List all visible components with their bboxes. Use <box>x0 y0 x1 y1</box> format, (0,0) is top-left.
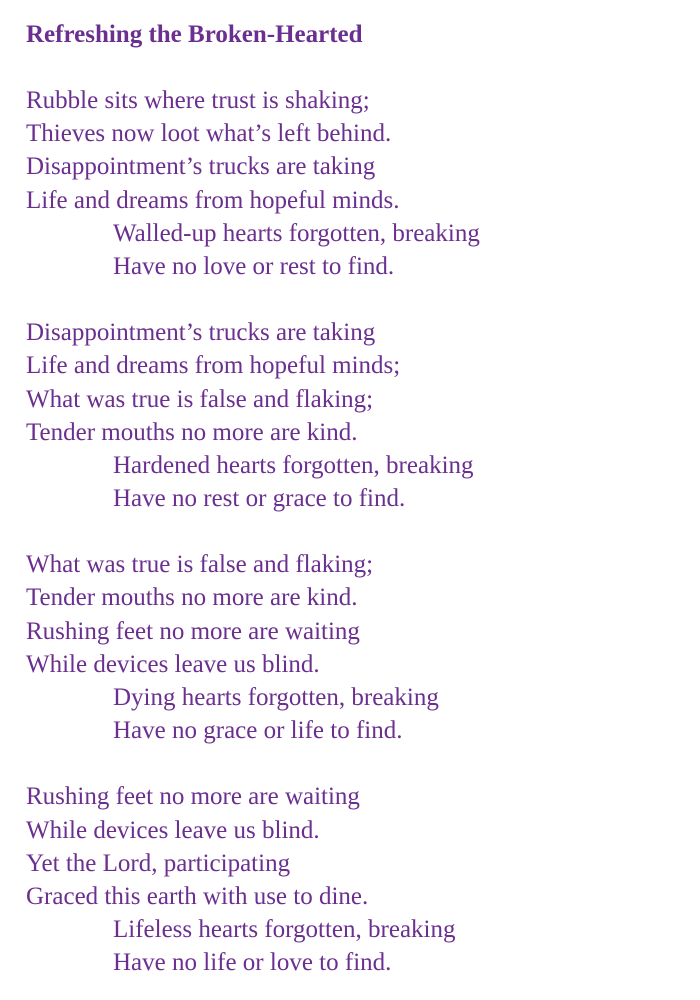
poem-line-indented: Have no grace or life to find. <box>113 717 403 745</box>
poem-line: Rushing feet no more are waiting <box>26 783 360 811</box>
poem-line: Tender mouths no more are kind. <box>26 584 358 612</box>
poem-line: Rushing feet no more are waiting <box>26 617 360 645</box>
poem-line: Disappointment’s trucks are taking <box>26 319 376 347</box>
stanza-2 <box>26 316 686 515</box>
poem-line: Tender mouths no more are kind. <box>26 418 358 446</box>
poem-line: Thieves now loot what’s left behind. <box>26 120 392 148</box>
stanza-1 <box>26 84 686 283</box>
stanza-4 <box>26 780 686 979</box>
poem-line: Life and dreams from hopeful minds; <box>26 352 401 380</box>
poem-line-indented: Have no rest or grace to find. <box>113 485 406 513</box>
poem-line: Disappointment’s trucks are taking <box>26 153 376 181</box>
poem-line-indented: Hardened hearts forgotten, breaking <box>113 451 474 479</box>
poem-line: Rubble sits where trust is shaking; <box>26 87 370 114</box>
poem-line-indented: Walled-up hearts forgotten, breaking <box>113 219 480 247</box>
poem-line: While devices leave us blind. <box>26 650 320 678</box>
poem-line: What was true is false and flaking; <box>26 385 374 413</box>
poem-document <box>26 18 686 980</box>
poem-line: While devices leave us blind. <box>26 816 320 844</box>
stanza-3 <box>26 548 686 747</box>
poem-line-indented: Lifeless hearts forgotten, breaking <box>113 916 456 944</box>
poem-line: What was true is false and flaking; <box>26 551 374 579</box>
poem-line-indented: Dying hearts forgotten, breaking <box>113 684 439 711</box>
poem-line-indented: Have no love or rest to find. <box>113 252 395 280</box>
poem-line-indented: Have no life or love to find. <box>113 949 392 977</box>
poem-line: Life and dreams from hopeful minds. <box>26 186 400 214</box>
poem-line: Graced this earth with use to dine. <box>26 882 369 910</box>
poem-line: Yet the Lord, participating <box>26 849 291 877</box>
poem-title: Refreshing the Broken-Hearted <box>26 21 363 48</box>
